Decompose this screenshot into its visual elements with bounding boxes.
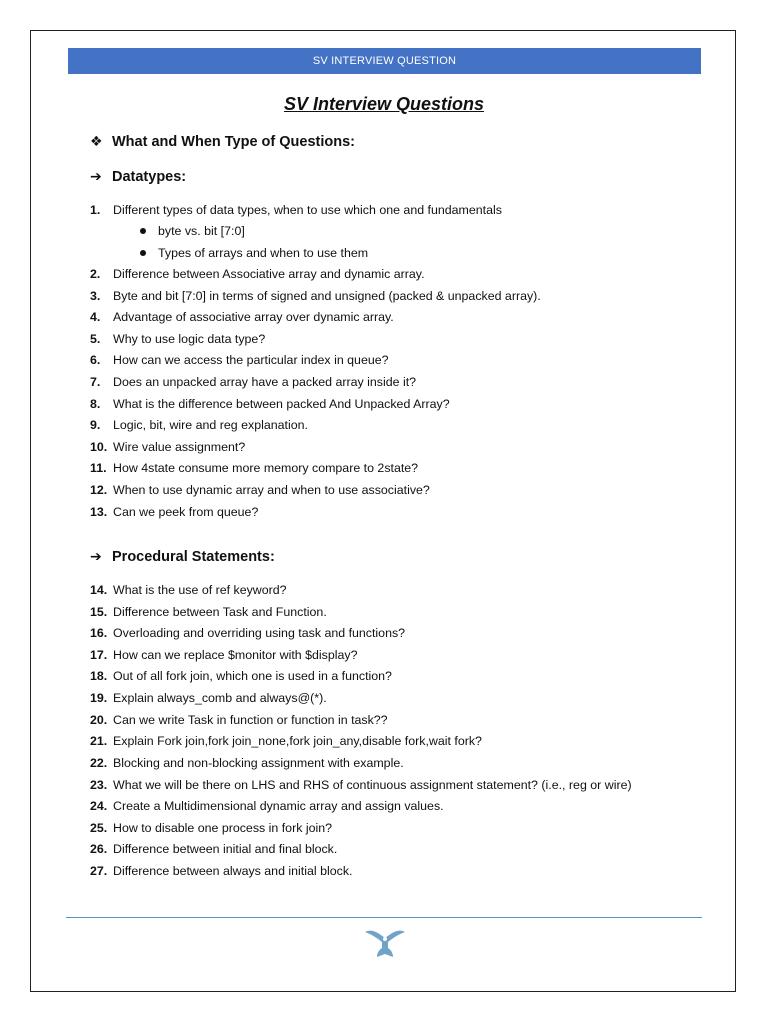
header-text: SV INTERVIEW QUESTION (312, 55, 457, 67)
list-item: 7. Does an unpacked array have a packed array inside it? (90, 375, 417, 389)
diamond-star-bullet-icon: ❖ (90, 133, 103, 149)
section-heading-text: Datatypes: (112, 168, 187, 185)
list-item: 4. Advantage of associative array over dynamic array. (90, 310, 394, 324)
list-item: 13. Can we peek from queue? (90, 505, 259, 519)
list-item: 26. Difference between initial and final block. (90, 842, 338, 856)
list-item: 17. How can we replace $monitor with $display? (90, 648, 358, 662)
list-item: 19. Explain always_comb and always@(*). (90, 691, 327, 705)
list-subitem: Types of arrays and when to use them (140, 245, 368, 261)
list-item: 2. Difference between Associative array and dynamic array. (90, 267, 425, 281)
stylized-logo-icon (363, 926, 407, 960)
list-item: 23. What we will be there on LHS and RHS of continuous assignment statement? (i.e., reg or wire) (90, 778, 632, 792)
header-bar (68, 48, 701, 74)
list-item: 9. Logic, bit, wire and reg explanation. (90, 418, 308, 432)
bullet-icon (140, 228, 146, 234)
list-item: 10. Wire value assignment? (90, 440, 246, 454)
list-item: 25. How to disable one process in fork join? (90, 821, 333, 835)
arrow-right-icon: ➔ (90, 168, 102, 184)
list-item: 18. Out of all fork join, which one is used in a function? (90, 669, 392, 683)
list-item: 11. How 4state consume more memory compare to 2state? (90, 461, 419, 475)
list-item: 14. What is the use of ref keyword? (90, 583, 287, 597)
bullet-icon (140, 250, 146, 256)
list-subitem: byte vs. bit [7:0] (140, 223, 245, 239)
page-title: SV Interview Questions (283, 94, 485, 114)
list-item: 6. How can we access the particular index in queue? (90, 353, 389, 367)
section-heading-datatypes (90, 168, 186, 185)
list-item: 8. What is the difference between packed And Unpacked Array? (90, 397, 450, 411)
list-item: 15. Difference between Task and Function. (90, 605, 327, 619)
main-heading (90, 133, 355, 150)
list-item: 1. Different types of data types, when to use which one and fundamentals (90, 203, 502, 217)
main-heading-text: What and When Type of Questions: (112, 133, 356, 150)
list-item: 5. Why to use logic data type? (90, 332, 266, 346)
list-item: 3. Byte and bit [7:0] in terms of signed and unsigned (packed & unpacked array). (90, 289, 541, 303)
arrow-right-icon: ➔ (90, 548, 102, 564)
section-heading-text: Procedural Statements: (112, 548, 275, 565)
section-heading-procedural (90, 548, 275, 565)
list-item: 12. When to use dynamic array and when to use associative? (90, 483, 430, 497)
list-item: 24. Create a Multidimensional dynamic array and assign values. (90, 799, 444, 813)
list-item: 16. Overloading and overriding using task and functions? (90, 626, 406, 640)
list-item: 27. Difference between always and initial block. (90, 864, 353, 878)
list-item: 21. Explain Fork join,fork join_none,fork join_any,disable fork,wait fork? (90, 734, 482, 748)
list-item: 22. Blocking and non-blocking assignment with example. (90, 756, 404, 770)
list-item: 20. Can we write Task in function or function in task?? (90, 713, 388, 727)
footer-divider (66, 917, 702, 918)
